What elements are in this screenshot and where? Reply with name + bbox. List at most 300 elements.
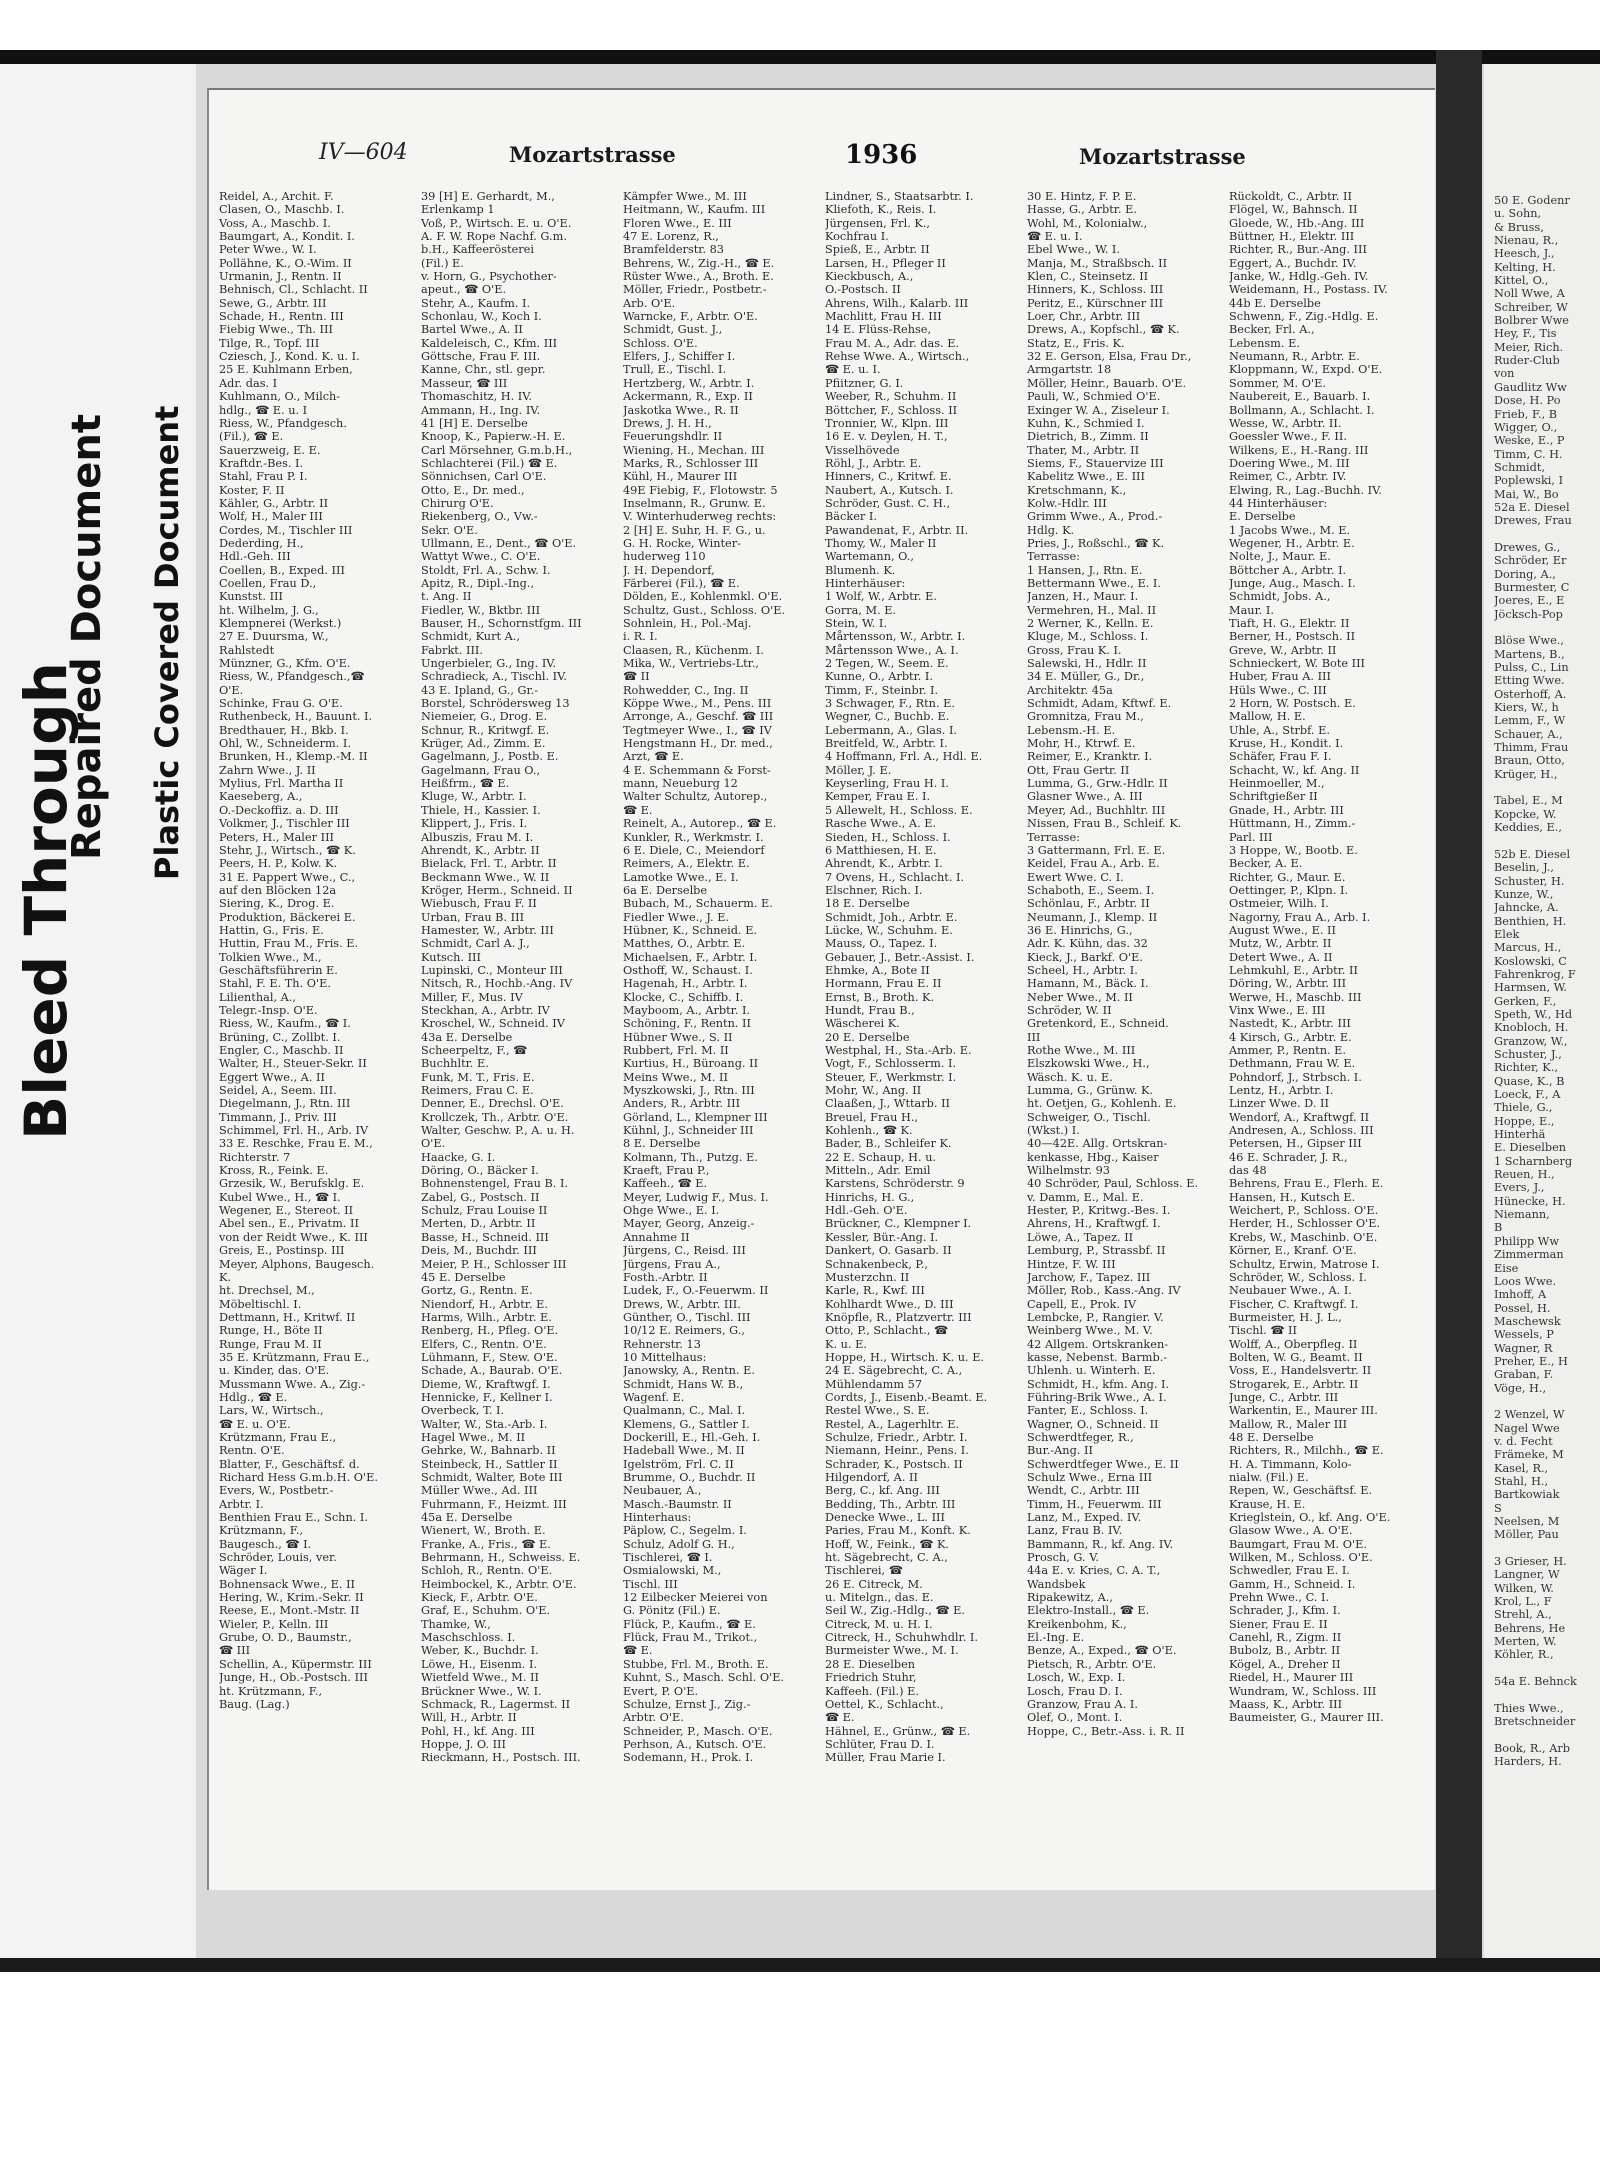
directory-entry: Richter, R., Bur.-Ang. III [1229, 243, 1367, 257]
directory-entry: Blatter, F., Geschäftsf. d. [219, 1457, 360, 1471]
adjacent-page-line [1494, 528, 1600, 541]
directory-entry: Neumann, J., Klemp. II [1027, 910, 1158, 924]
adjacent-page-line: Granzow, W., [1494, 1034, 1568, 1048]
directory-entry: Gorra, M. E. [825, 603, 897, 617]
directory-entry: Flück, P., Kaufm., ☎ E. [623, 1617, 756, 1631]
directory-entry: Führing-Brik Wwe., A. I. [1027, 1390, 1167, 1404]
directory-entry: Apitz, R., Dipl.-Ing., [421, 576, 535, 590]
directory-entry: 2 Horn, W. Postsch. E. [1229, 697, 1356, 711]
directory-entry: apeut., ☎ O'E. [421, 283, 507, 297]
directory-entry: Flück, Frau M., Trikot., [623, 1631, 758, 1645]
directory-entry: Möbeltischl. I. [219, 1297, 302, 1311]
adjacent-page-line: u. Sohn, [1494, 207, 1542, 221]
directory-entry: Sewe, G., Arbtr. III [219, 296, 327, 310]
directory-entry: Ebel Wwe., W. I. [1027, 243, 1120, 257]
directory-entry: Karle, R., Kwf. III [825, 1284, 925, 1298]
directory-entry: 5 Allewelt, H., Schloss. E. [825, 803, 973, 817]
directory-column-5 [1027, 190, 1221, 1880]
directory-entry: Linzer Wwe. D. II [1229, 1097, 1329, 1111]
directory-entry: Kaffeeh. (Fil.) E. [825, 1684, 919, 1698]
adjacent-page-line: Fahrenkrog, F [1494, 967, 1576, 981]
adjacent-page-line: Quase, K., B [1494, 1074, 1565, 1088]
directory-entry: Walter, W., Sta.-Arb. I. [421, 1417, 548, 1431]
directory-entry: Kaffeeh., ☎ E. [623, 1177, 708, 1191]
adjacent-page-line: Nagel Wwe [1494, 1421, 1560, 1435]
directory-entry: Overbeck, T. I. [421, 1404, 505, 1418]
directory-entry: Kurtius, H., Büroang. II [623, 1057, 759, 1071]
directory-entry: Doering Wwe., M. III [1229, 456, 1350, 470]
adjacent-page-line: Bretschneider [1494, 1715, 1576, 1729]
directory-entry: 26 E. Citreck, M. [825, 1577, 923, 1591]
directory-entry: Meyer, Ad., Buchhltr. III [1027, 803, 1166, 817]
directory-entry: Arzt, ☎ E. [623, 750, 684, 764]
directory-entry: Junge, Aug., Masch. I. [1229, 576, 1356, 590]
directory-entry: Hdlg., ☎ E. [219, 1390, 288, 1404]
directory-entry: Arbtr. I. [219, 1497, 264, 1511]
adjacent-page-line: Frieb, F., B [1494, 407, 1558, 421]
directory-entry: Schmidt, Kurt A., [421, 630, 520, 644]
directory-entry: Hoppe, J. O. III [421, 1737, 506, 1751]
street-name-left: Mozartstrasse [509, 142, 676, 167]
directory-entry: Becker, Frl. A., [1229, 323, 1315, 337]
directory-entry: Rothe Wwe., M. III [1027, 1044, 1136, 1057]
directory-entry: Knöpfle, R., Platzvertr. III [825, 1310, 972, 1324]
adjacent-page-line [1494, 1662, 1600, 1675]
directory-entry: Glasner Wwe., A. III [1027, 790, 1143, 804]
directory-entry: Becker, A. E. [1229, 857, 1303, 871]
directory-entry: Löwe, H., Eisenm. I. [421, 1657, 538, 1671]
directory-entry: Stoldt, Frl. A., Schw. I. [421, 563, 551, 577]
adjacent-page-line [1494, 835, 1600, 848]
directory-entry: Schulze, Friedr., Arbtr. I. [825, 1430, 968, 1444]
adjacent-page-line: Neelsen, M [1494, 1515, 1560, 1529]
directory-entry: Kubel Wwe., H., ☎ I. [219, 1190, 341, 1204]
directory-entry: Westphal, H., Sta.-Arb. E. [825, 1044, 972, 1057]
directory-entry: Stehr, A., Kaufm. I. [421, 296, 531, 310]
directory-entry: Bohnensack Wwe., E. II [219, 1577, 356, 1591]
directory-entry: Steinbeck, H., Sattler II [421, 1457, 558, 1471]
directory-entry: ht. Krützmann, F., [219, 1684, 323, 1698]
directory-entry: Lebermann, A., Glas. I. [825, 723, 958, 737]
page-year: 1936 [845, 140, 918, 170]
adjacent-page-line: Thiele, G., [1494, 1101, 1553, 1115]
directory-entry: Mayer, Georg, Anzeig.- [623, 1217, 755, 1231]
directory-entry: Seil W., Zig.-Hdlg., ☎ E. [825, 1604, 965, 1618]
directory-entry: Hagel Wwe., M. II [421, 1430, 526, 1444]
directory-entry: Meier, P. H., Schlosser III [421, 1257, 567, 1271]
directory-entry: Borstel, Schrödersweg 13 [421, 697, 570, 711]
directory-entry: Wäger I. [219, 1564, 268, 1578]
directory-entry: Brückner, C., Klempner I. [825, 1217, 972, 1231]
adjacent-page-line: Ruder-Club [1494, 354, 1560, 368]
directory-entry: Architektr. 45a [1027, 683, 1113, 697]
adjacent-page-line: Wigger, O., [1494, 420, 1558, 434]
directory-entry: Röhl, J., Arbtr. E. [825, 456, 922, 470]
adjacent-page-line: Beselin, J., [1494, 861, 1554, 875]
directory-entry: Brüning, C., Zollbt. I. [219, 1030, 341, 1044]
directory-entry: 31 E. Pappert Wwe., C., [219, 870, 356, 884]
directory-entry: Janke, W., Hdlg.-Geh. IV. [1229, 270, 1369, 284]
directory-entry: 3 Gattermann, Frl. E. E. [1027, 843, 1166, 857]
directory-entry: Hüttmann, H., Zimm.- [1229, 817, 1356, 831]
directory-entry: Hagenah, H., Arbtr. I. [623, 977, 748, 991]
directory-entry: Urmanin, J., Rentn. II [219, 270, 342, 284]
directory-entry: Dietrich, B., Zimm. II [1027, 430, 1149, 444]
directory-entry: Schaboth, E., Seem. I. [1027, 883, 1155, 897]
directory-entry: Greve, W., Arbtr. II [1229, 643, 1337, 657]
directory-entry: das 48 [1229, 1164, 1267, 1178]
directory-entry: Elektro-Install., ☎ E. [1027, 1604, 1150, 1618]
directory-entry: Brunken, H., Klemp.-M. II [219, 750, 368, 764]
directory-entry: Exinger W. A., Ziseleur I. [1027, 403, 1170, 417]
directory-entry: Görland, L., Klempner III [623, 1110, 768, 1124]
adjacent-page-line: Elek [1494, 927, 1520, 941]
directory-entry: Dederding, H., [219, 536, 304, 550]
directory-entry: Pauli, W., Schmied O'E. [1027, 390, 1161, 404]
directory-entry: Kohlhardt Wwe., D. III [825, 1297, 954, 1311]
directory-entry: Elfers, C., Rentn. O'E. [421, 1337, 547, 1351]
directory-entry: Warkentin, E., Maurer III. [1229, 1404, 1378, 1418]
adjacent-page-line: Främeke, M [1494, 1448, 1564, 1462]
directory-entry: ☎ E. u. I. [825, 363, 881, 377]
directory-entry: Nastedt, K., Arbtr. III [1229, 1017, 1351, 1031]
directory-entry: Jarchow, F., Tapez. III [1027, 1270, 1151, 1284]
directory-entry: Mutz, W., Arbtr. II [1229, 937, 1332, 951]
directory-entry: Berg, C., kf. Ang. III [825, 1484, 940, 1498]
directory-entry: Hintze, F. W. III [1027, 1257, 1116, 1271]
directory-entry: Körner, E., Kranf. O'E. [1229, 1244, 1357, 1258]
directory-entry: auf den Blöcken 12a [219, 883, 337, 897]
directory-entry: Göttsche, Frau F. III. [421, 350, 541, 364]
directory-entry: Runge, Frau M. II [219, 1337, 322, 1351]
adjacent-page-line [1494, 1729, 1600, 1742]
directory-entry: Walter, H., Steuer-Sekr. II [219, 1057, 367, 1071]
adjacent-page-line: Drewes, G., [1494, 540, 1561, 554]
directory-entry: Gebauer, J., Betr.-Assist. I. [825, 950, 975, 964]
directory-entry: Statz, E., Fris. K. [1027, 336, 1125, 350]
directory-entry: Lentz, H., Arbtr. I. [1229, 1084, 1334, 1098]
directory-entry: Nolte, J., Maur. E. [1229, 550, 1331, 564]
directory-entry: Kolw.-Hdlr. III [1027, 496, 1107, 510]
directory-entry: K. u. E. [825, 1337, 867, 1351]
directory-entry: Wilken, M., Schloss. O'E. [1229, 1551, 1373, 1565]
directory-entry: Schellin, A., Küpermstr. III [219, 1657, 372, 1671]
directory-entry: Lupinski, C., Monteur III [421, 963, 563, 977]
adjacent-page-line: Burmester, C [1494, 580, 1570, 594]
directory-entry: Graf, E., Schuhm. O'E. [421, 1604, 551, 1618]
adjacent-page-line: Schröder, Er [1494, 554, 1567, 568]
adjacent-page-line: B [1494, 1221, 1503, 1235]
directory-entry: Mauss, O., Tapez. I. [825, 937, 938, 951]
directory-entry: Maass, K., Arbtr. III [1229, 1697, 1343, 1711]
directory-entry: Wäscherei K. [825, 1017, 900, 1031]
directory-entry: Visselhövede [825, 443, 900, 457]
directory-entry: Diegelmann, J., Rtn. III [219, 1097, 351, 1111]
adjacent-page-line: Langner, W [1494, 1568, 1560, 1582]
directory-entry: Schmidt, Joh., Arbtr. E. [825, 910, 958, 924]
adjacent-page-line: Loeck, F., A [1494, 1088, 1561, 1102]
adjacent-page-line: E. Dieselben [1494, 1141, 1567, 1155]
adjacent-page-line: Niemann, [1494, 1208, 1550, 1222]
directory-entry: Manja, M., Straßbsch. II [1027, 256, 1168, 270]
directory-entry: Thomaschitz, H. IV. [421, 390, 533, 404]
directory-entry: Klemens, G., Sattler I. [623, 1417, 750, 1431]
directory-entry: Schinke, Frau G. O'E. [219, 697, 343, 711]
directory-entry: Terrasse: [1027, 830, 1080, 844]
directory-entry: Hähnel, E., Grünw., ☎ E. [825, 1724, 971, 1738]
directory-entry: O'E. [421, 1137, 446, 1151]
adjacent-page-line [1494, 1542, 1600, 1555]
directory-entry: 32 E. Gerson, Elsa, Frau Dr., [1027, 350, 1192, 364]
directory-entry: 33 E. Reschke, Frau E. M., [219, 1137, 373, 1151]
adjacent-page-line: Heesch, J., [1494, 247, 1555, 261]
directory-entry: Kuhnt, S., Masch. Schl. O'E. [623, 1671, 785, 1685]
directory-entry: Burmeister Wwe., M. I. [825, 1644, 959, 1658]
adjacent-page-line: Graban, F. [1494, 1368, 1554, 1382]
adjacent-page-line: Osterhoff, A. [1494, 687, 1567, 701]
directory-entry: Krützmann, F., [219, 1524, 304, 1538]
directory-entry: Carl Mörsehner, G.m.b.H., [421, 443, 573, 457]
directory-entry: Möller, Rob., Kass.-Ang. IV [1027, 1284, 1181, 1298]
directory-entry: Schrader, J., Kfm. I. [1229, 1604, 1341, 1618]
adjacent-page-line: Zimmerman [1494, 1248, 1564, 1262]
directory-entry: Ammann, H., Ing. IV. [421, 403, 541, 417]
directory-entry: 43a E. Derselbe [421, 1030, 513, 1044]
directory-entry: Peers, H. P., Kolw. K. [219, 857, 338, 871]
directory-entry: Klempnerei (Werkst.) [219, 617, 342, 630]
directory-entry: v. Damm, E., Mal. E. [1027, 1190, 1144, 1204]
directory-entry: Claaßen, J., Wttarb. II [825, 1097, 951, 1111]
directory-entry: 45 E. Derselbe [421, 1270, 506, 1284]
page-number: IV—604 [319, 140, 408, 165]
directory-entry: Tronnier, W., Klpn. III [825, 416, 949, 430]
directory-entry: Engler, C., Maschb. II [219, 1044, 344, 1057]
directory-entry: Heitmann, W., Kaufm. III [623, 203, 766, 217]
directory-entry: Neubauer Wwe., A. I. [1229, 1284, 1352, 1298]
directory-entry: Stubbe, Frl. M., Broth. E. [623, 1657, 769, 1671]
directory-entry: Lücke, W., Schuhm. E. [825, 923, 953, 937]
directory-entry: Schmidt, Walter, Bote III [421, 1471, 563, 1484]
directory-entry: Schröder, Louis, ver. [219, 1551, 337, 1565]
directory-column-6 [1229, 190, 1423, 1880]
directory-entry: Geschäftsführerin E. [219, 963, 338, 977]
directory-entry: Weidemann, H., Postass. IV. [1229, 283, 1388, 297]
directory-entry: Rüster Wwe., A., Broth. E. [623, 270, 774, 284]
directory-entry: Sauerzweig, E. E. [219, 443, 321, 457]
directory-entry: G. Pönitz (Fil.) E. [623, 1604, 721, 1618]
directory-entry: 28 E. Dieselben [825, 1657, 916, 1671]
directory-entry: Coellen, B., Exped. III [219, 563, 345, 577]
directory-entry: Fischer, C. Kraftwgf. I. [1229, 1297, 1359, 1311]
directory-entry: 22 E. Schaup, H. u. [825, 1150, 937, 1164]
directory-entry: Ott, Frau Gertr. II [1027, 763, 1130, 777]
directory-entry: Wundram, W., Schloss. III [1229, 1684, 1377, 1698]
directory-entry: 40—42E. Allg. Ortskran- [1027, 1137, 1168, 1151]
directory-entry: Hilgendorf, A. II [825, 1471, 918, 1484]
directory-entry: Niemann, Heinr., Pens. I. [825, 1444, 969, 1458]
directory-entry: Fiedler Wwe., J. E. [623, 910, 730, 924]
directory-entry: Hoff, W., Feink., ☎ K. [825, 1537, 949, 1551]
directory-entry: Klippert, J., Fris. I. [421, 817, 528, 831]
directory-entry: Heinmoeller, M., [1229, 777, 1325, 791]
directory-entry: Buchhltr. E. [421, 1057, 489, 1071]
directory-entry: ht. Sägebrecht, C. A., [825, 1551, 948, 1565]
directory-entry: Breitfeld, W., Arbtr. I. [825, 737, 948, 751]
directory-entry: Wegener, H., Arbtr. E. [1229, 536, 1355, 550]
directory-entry: Gnade, H., Arbtr. III [1229, 803, 1344, 817]
adjacent-page-line: Kelting, H. [1494, 260, 1556, 274]
directory-entry: Fiedler, W., Bktbr. III [421, 603, 541, 617]
directory-entry: 18 E. Derselbe [825, 897, 910, 911]
directory-entry: 4 Kirsch, G., Arbtr. E. [1229, 1030, 1352, 1044]
directory-entry: Lühmann, F., Stew. O'E. [421, 1350, 558, 1364]
directory-entry: Detert Wwe., A. II [1229, 950, 1333, 964]
directory-entry: Telegr.-Insp. O'E. [219, 1003, 318, 1017]
directory-entry: ☎ E. [623, 1644, 653, 1658]
directory-entry: Renberg, H., Pfleg. O'E. [421, 1324, 559, 1338]
directory-entry: Marks, R., Schlosser III [623, 456, 759, 470]
adjacent-page-line: Martens, B., [1494, 647, 1565, 661]
adjacent-page-line: Hey, F., Tis [1494, 327, 1557, 341]
directory-entry: Baumgart, Frau M. O'E. [1229, 1537, 1367, 1551]
adjacent-page-line: Maschewsk [1494, 1314, 1561, 1328]
directory-entry: Albuszis, Frau M. I. [421, 830, 534, 844]
directory-entry: Müller, Frau Marie I. [825, 1751, 946, 1765]
directory-entry: Wohl, M., Kolonialw., [1027, 216, 1148, 230]
directory-entry: Gagelmann, J., Postb. E. [421, 750, 559, 764]
adjacent-page-line: Book, R., Arb [1494, 1741, 1571, 1755]
directory-entry: Lehmkuhl, E., Arbtr. II [1229, 963, 1358, 977]
adjacent-page-line: & Bruss, [1494, 220, 1544, 234]
directory-entry: O.-Deckoffiz. a. D. III [219, 803, 339, 817]
directory-entry: Myszkowski, J., Rtn. III [623, 1084, 755, 1098]
adjacent-page-line: Possel, H. [1494, 1301, 1551, 1315]
directory-entry: Junge, C., Arbtr. III [1229, 1390, 1339, 1404]
directory-entry: Ludek, F., O.-Feuerwm. II [623, 1284, 769, 1298]
directory-entry: Brückner Wwe., W. I. [421, 1684, 542, 1698]
directory-entry: Möller, Friedr., Postbetr.- [623, 283, 767, 297]
directory-entry: Dettmann, H., Kritwf. II [219, 1310, 356, 1324]
directory-entry: Bolten, W. G., Beamt. II [1229, 1350, 1363, 1364]
directory-entry: Fanter, E., Schloss. I. [1027, 1404, 1149, 1418]
directory-entry: Riess, W., Pfandgesch. [219, 416, 347, 430]
directory-entry: Kross, R., Feink. E. [219, 1164, 329, 1178]
directory-entry: Riedel, H., Maurer III [1229, 1671, 1354, 1685]
directory-entry: Krebs, W., Maschinb. O'E. [1229, 1230, 1378, 1244]
directory-entry: Schriftgießer II [1229, 790, 1318, 804]
adjacent-page-line: Lemm, F., W [1494, 714, 1566, 728]
directory-entry: v. Horn, G., Psychother- [421, 270, 557, 284]
directory-entry: Scheerpeltz, F., ☎ [421, 1044, 528, 1057]
adjacent-page-line: Gaudlitz Ww [1494, 380, 1567, 394]
directory-entry: Abel sen., E., Privatm. II [219, 1217, 359, 1231]
directory-entry: Mallow, H. E. [1229, 710, 1306, 724]
directory-entry: Baug. (Lag.) [219, 1697, 290, 1711]
adjacent-page-line: 50 E. Godenr [1494, 194, 1570, 207]
directory-entry: Schmidt, Jobs. A., [1229, 590, 1331, 604]
directory-entry: Riess, W., Pfandgesch.,☎ [219, 670, 365, 684]
directory-entry: Pfiitzner, G. I. [825, 376, 904, 390]
directory-entry: Jürgens, Frau A., [623, 1257, 721, 1271]
adjacent-page-line: Kopcke, W. [1494, 807, 1557, 821]
directory-entry: Wiening, H., Mechan. III [623, 443, 765, 457]
directory-entry: Peritz, E., Kürschner III [1027, 296, 1164, 310]
directory-entry: Warncke, F., Arbtr. O'E. [623, 310, 758, 324]
directory-entry: Koster, F. II [219, 483, 285, 497]
directory-entry: Kluge, M., Schloss. I. [1027, 630, 1149, 644]
directory-entry: Ullmann, E., Dent., ☎ O'E. [421, 536, 577, 550]
directory-entry: Sekr. O'E. [421, 523, 478, 537]
directory-entry: Schwedler, Frau E. I. [1229, 1564, 1350, 1578]
directory-entry: Paries, Frau M., Konft. K. [825, 1524, 971, 1538]
directory-entry: Reimers, A., Elektr. E. [623, 857, 750, 871]
directory-entry: huderweg 110 [623, 550, 706, 564]
adjacent-page-line: Koslowski, C [1494, 954, 1567, 968]
directory-entry: Evers, W., Postbetr.- [219, 1484, 334, 1498]
directory-entry: Schöning, F., Rentn. II [623, 1017, 751, 1031]
directory-entry: Kühnl, J., Schneider III [623, 1124, 754, 1138]
adjacent-page-line: Bolbrer Wwe [1494, 314, 1569, 328]
directory-entry: Behrens, Frau E., Flerh. E. [1229, 1177, 1384, 1191]
directory-entry: Ostmeier, Wilh. I. [1229, 897, 1329, 911]
directory-entry: Kieck, J., Barkf. O'E. [1027, 950, 1143, 964]
directory-entry: Prosch, G. V. [1027, 1551, 1099, 1565]
directory-entry: 41 [H] E. Derselbe [421, 416, 528, 430]
directory-entry: Lanz, Frau B. IV. [1027, 1524, 1123, 1538]
directory-entry: Schnakenbeck, P., [825, 1257, 928, 1271]
directory-entry: Elschner, Rich. I. [825, 883, 923, 897]
directory-entry: Niemeier, G., Drog. E. [421, 710, 548, 724]
directory-entry: Fiebig Wwe., Th. III [219, 323, 333, 337]
adjacent-page-line: Nienau, R., [1494, 234, 1559, 248]
adjacent-page-line: Gerken, F., [1494, 994, 1557, 1008]
directory-entry: Wagenf. E. [623, 1390, 685, 1404]
directory-entry: Bubach, M., Schauerm. E. [623, 897, 773, 911]
adjacent-page-line: Kittel, O., [1494, 274, 1549, 288]
adjacent-page-line: Poplewski, I [1494, 474, 1564, 488]
directory-entry: Ackermann, R., Exp. II [623, 390, 753, 404]
directory-entry: 12 Eilbecker Meierei von [623, 1591, 768, 1605]
directory-entry: Floren Wwe., E. III [623, 216, 732, 230]
directory-entry: Osmialowski, M., [623, 1564, 722, 1578]
directory-entry: Tilge, R., Topf. III [219, 336, 320, 350]
directory-entry: Hertzberg, W., Arbtr. I. [623, 376, 755, 390]
directory-entry: Hamann, M., Bäck. I. [1027, 977, 1149, 991]
directory-entry: Bedding, Th., Arbtr. III [825, 1497, 956, 1511]
directory-entry: Hester, P., Kritwg.-Bes. I. [1027, 1204, 1171, 1218]
directory-entry: t. Ang. II [421, 590, 472, 604]
adjacent-page-line: Schuster, H. [1494, 874, 1565, 888]
directory-entry: Janowsky, A., Rentn. E. [623, 1364, 755, 1378]
directory-entry: Maschschloss. I. [421, 1631, 516, 1645]
directory-entry: Voß, P., Wirtsch. E. u. O'E. [421, 216, 572, 230]
directory-entry: Voss, A., Maschb. I. [219, 216, 331, 230]
directory-entry: Feuerungshdlr. II [623, 430, 723, 444]
adjacent-page-line: Bartkowiak [1494, 1488, 1560, 1502]
adjacent-page-line: Wilken, W. [1494, 1581, 1554, 1595]
directory-entry: Reidel, A., Archit. F. [219, 190, 334, 203]
directory-entry: Clasen, O., Maschb. I. [219, 203, 345, 217]
adjacent-page-line: Reuen, H., [1494, 1168, 1555, 1182]
directory-entry: Färberei (Fil.), ☎ E. [623, 576, 740, 590]
directory-entry: 35 E. Krützmann, Frau E., [219, 1350, 370, 1364]
directory-entry: 48 E. Derselbe [1229, 1430, 1314, 1444]
directory-entry: Wienert, W., Broth. E. [421, 1524, 546, 1538]
directory-entry: Frau M. A., Adr. das. E. [825, 336, 960, 350]
directory-entry: Kroschel, W., Schneid. IV [421, 1017, 565, 1031]
directory-entry: Ripakewitz, A., [1027, 1591, 1113, 1605]
directory-entry: Andresen, A., Schloss. III [1229, 1124, 1374, 1138]
